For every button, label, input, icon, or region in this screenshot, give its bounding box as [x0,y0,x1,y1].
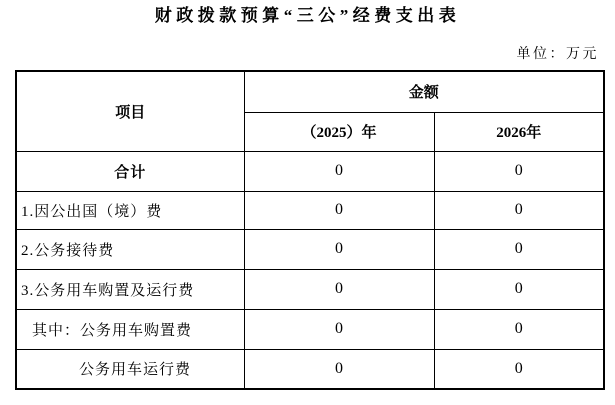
row-label-vehicle-operation-fee: 公务用车运行费 [16,349,244,389]
row-label-reception-fee: 2.公务接待费 [16,229,244,269]
value-vehicle-operation-2026: 0 [434,349,604,389]
value-abroad-2026: 0 [434,191,604,229]
row-label-abroad-fee: 1.因公出国（境）费 [16,191,244,229]
value-vehicle-operation-2025: 0 [244,349,434,389]
budget-table [15,70,605,390]
table-row-total [16,151,604,191]
value-total-2026: 0 [434,151,604,191]
page-title: 财政拨款预算“三公”经费支出表 [154,6,461,25]
row-label-vehicle-purchase-fee: 其中：公务用车购置费 [16,309,244,349]
header-cell-amount-group: 金额 [244,71,604,112]
value-vehicle-purchase-2026: 0 [434,309,604,349]
unit-note: 单位：万元 [516,47,599,62]
value-reception-2025: 0 [244,229,434,269]
table-row-vehicle-operation-fee [16,349,604,389]
value-total-2025: 0 [244,151,434,191]
header-cell-item: 项目 [16,71,244,151]
row-label-total: 合计 [16,151,244,191]
value-reception-2026: 0 [434,229,604,269]
table-row-vehicle-purchase-fee [16,309,604,349]
value-vehicle-total-2025: 0 [244,269,434,309]
value-abroad-2025: 0 [244,191,434,229]
header-cell-year-2026: 2026年 [434,112,604,151]
table-row-abroad-fee [16,191,604,229]
header-cell-year-2025: （2025）年 [244,112,434,151]
table-row-reception-fee [16,229,604,269]
table-row-vehicle-total-fee [16,269,604,309]
row-label-vehicle-total-fee: 3.公务用车购置及运行费 [16,269,244,309]
value-vehicle-total-2026: 0 [434,269,604,309]
value-vehicle-purchase-2025: 0 [244,309,434,349]
header-row-amount [16,71,604,112]
